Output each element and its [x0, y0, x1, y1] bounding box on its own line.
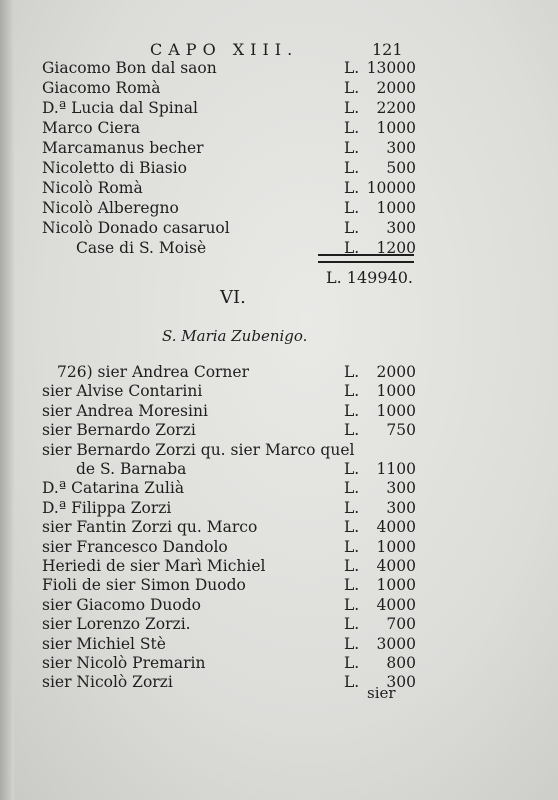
entry-amount: 4000: [376, 518, 416, 537]
entry-amount: 300: [386, 498, 416, 517]
entry-name: Giacomo Romà: [42, 79, 161, 97]
entry-amount: 300: [386, 219, 416, 237]
entry-name: sier Bernardo Zorzi qu. sier Marco quel: [42, 440, 355, 459]
entry-name: sier Lorenzo Zorzi.: [42, 615, 191, 634]
ledger-row: [0, 401, 416, 421]
entry-amount: 1100: [376, 460, 416, 478]
ledger-row: [0, 381, 416, 401]
entry-name: sier Alvise Contarini: [42, 382, 203, 401]
ledger-row: [0, 158, 416, 178]
lira-symbol: L.: [344, 537, 360, 556]
entry-amount: 1000: [376, 537, 416, 556]
entry-amount: 2000: [376, 79, 416, 97]
ledger-row: [0, 478, 416, 498]
lira-symbol: L.: [344, 179, 360, 197]
lira-symbol: L.: [344, 557, 360, 575]
ledger-row: [0, 575, 416, 595]
ledger-row: [0, 498, 416, 518]
entry-name: Nicolò Donado casaruol: [42, 219, 230, 237]
entry-amount: 300: [386, 479, 416, 498]
entry-amount: 1000: [376, 199, 416, 217]
entry-amount: 700: [386, 615, 416, 634]
entry-name: Nicolò Romà: [42, 179, 143, 197]
lira-symbol: L.: [344, 79, 360, 97]
lira-symbol: L.: [344, 401, 360, 420]
entry-name: Marcamanus becher: [42, 139, 204, 157]
lira-symbol: L.: [344, 460, 360, 478]
entry-amount: 1200: [376, 239, 416, 257]
entry-amount: 300: [386, 673, 416, 692]
lira-symbol: L.: [344, 199, 360, 217]
lira-symbol: L.: [344, 219, 360, 237]
ledger-row: [0, 78, 416, 98]
ledger-row: [0, 420, 416, 440]
entry-amount: 500: [386, 159, 416, 177]
entry-name: D.ª Filippa Zorzi: [42, 498, 172, 517]
entry-name: 726) sier Andrea Corner: [57, 363, 249, 381]
entry-amount: 1000: [376, 401, 416, 420]
entry-name: sier Nicolò Zorzi: [42, 673, 173, 692]
entry-amount: 4000: [376, 595, 416, 614]
ledger-row: [0, 58, 416, 78]
lira-symbol: L.: [344, 654, 360, 672]
lira-symbol: L.: [344, 119, 360, 137]
lira-symbol: L.: [344, 239, 360, 257]
entry-amount: 1000: [376, 576, 416, 595]
entry-name: Nicoletto di Biasio: [42, 159, 188, 177]
ledger-row: [0, 198, 416, 218]
entry-name: Case di S. Moisè: [76, 239, 207, 257]
entry-name: sier Bernardo Zorzi: [42, 421, 196, 440]
lira-symbol: L.: [344, 673, 360, 692]
ledger-row: [0, 556, 416, 576]
entry-amount: 800: [386, 654, 416, 672]
lira-symbol: L.: [344, 363, 360, 381]
lira-symbol: L.: [344, 421, 360, 440]
ledger-row: [0, 218, 416, 238]
entry-amount: 750: [386, 421, 416, 440]
ledger-row: [0, 595, 416, 615]
ledger-row: [0, 634, 416, 654]
lira-symbol: L.: [344, 59, 360, 77]
ledger-row: [0, 653, 416, 673]
entry-amount: 13000: [366, 59, 416, 77]
entry-amount: 2000: [376, 363, 416, 381]
entry-amount: 1000: [376, 119, 416, 137]
ledger-row: [0, 517, 416, 537]
entry-name: Marco Ciera: [42, 119, 141, 137]
entry-name: Nicolò Alberegno: [42, 199, 179, 217]
ledger-row: [0, 98, 416, 118]
entry-amount: 300: [386, 139, 416, 157]
catchword: sier: [367, 684, 396, 702]
entry-amount: 3000: [376, 634, 416, 653]
entry-amount: 10000: [366, 179, 416, 197]
double-rule: [318, 254, 414, 263]
page-number: 121: [372, 40, 403, 59]
entry-name: sier Andrea Moresini: [42, 401, 208, 420]
ledger-row: [0, 440, 416, 460]
lira-symbol: L.: [344, 139, 360, 157]
lira-symbol: L.: [344, 615, 360, 634]
entry-amount: 1000: [376, 382, 416, 401]
section-number: VI.: [220, 287, 246, 308]
lira-symbol: L.: [344, 518, 360, 537]
lira-symbol: L.: [344, 576, 360, 595]
ledger-row: [0, 178, 416, 198]
entry-name: D.ª Lucia dal Spinal: [42, 99, 198, 117]
entry-name: de S. Barnaba: [76, 460, 187, 478]
lira-symbol: L.: [344, 634, 360, 653]
ledger-row: [0, 537, 416, 557]
entry-name: sier Michiel Stè: [42, 634, 166, 653]
entry-name: sier Francesco Dandolo: [42, 537, 228, 556]
entry-name: Fioli de sier Simon Duodo: [42, 576, 246, 595]
entry-name: D.ª Catarina Zulià: [42, 479, 185, 498]
entry-name: Giacomo Bon dal saon: [42, 59, 217, 77]
ledger-row: [0, 672, 416, 692]
lira-symbol: L.: [344, 159, 360, 177]
lira-symbol: L.: [344, 382, 360, 401]
entry-amount: 4000: [376, 557, 416, 575]
entry-name: sier Nicolò Premarin: [42, 654, 206, 672]
total-sum: L. 149940.: [326, 268, 413, 287]
parish-heading: S. Maria Zubenigo.: [162, 327, 308, 345]
entry-amount: 2200: [376, 99, 416, 117]
ledger-row: [0, 138, 416, 158]
entry-name: Heriedi de sier Marì Michiel: [42, 557, 266, 575]
entry-name: sier Fantin Zorzi qu. Marco: [42, 518, 258, 537]
entry-name: sier Giacomo Duodo: [42, 595, 201, 614]
lira-symbol: L.: [344, 498, 360, 517]
lira-symbol: L.: [344, 99, 360, 117]
ledger-row: [0, 459, 416, 479]
ledger-row: [0, 614, 416, 634]
lira-symbol: L.: [344, 479, 360, 498]
ledger-row: [0, 362, 416, 382]
lira-symbol: L.: [344, 595, 360, 614]
running-title: CAPO XIII.: [150, 40, 299, 59]
ledger-row: [0, 118, 416, 138]
